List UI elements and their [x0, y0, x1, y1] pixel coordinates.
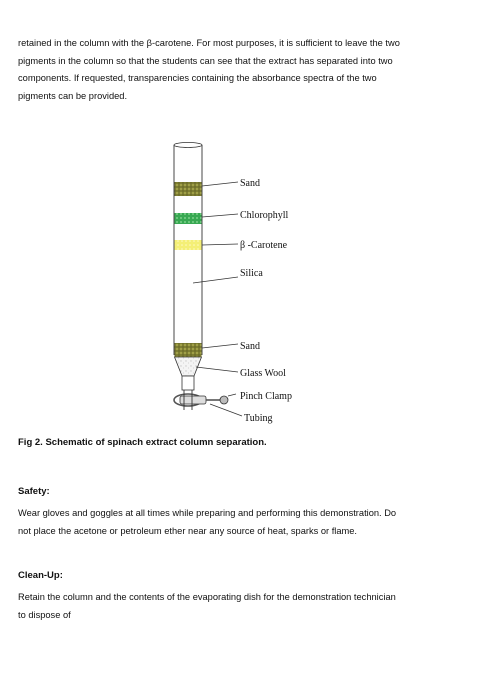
glass-wool [175, 357, 202, 376]
intro-line: retained in the column with the β-carotene. For most purposes, it is sufficient to leave the two [18, 38, 400, 48]
cleanup-paragraph [18, 589, 480, 624]
carotene-band [175, 240, 202, 250]
column-tip [182, 376, 194, 390]
pinch-clamp-graphic [174, 394, 228, 406]
label-silica: Silica [240, 268, 263, 279]
cleanup-line: Retain the column and the contents of the evaporating dish for the demonstration technician [18, 592, 396, 602]
safety-heading: Safety: [18, 486, 50, 497]
sand-top-layer [175, 182, 202, 196]
chlorophyll-band [175, 213, 202, 224]
intro-line: pigments can be provided. [18, 90, 128, 101]
label-sand-top: Sand [240, 178, 260, 189]
cleanup-heading: Clean-Up: [18, 570, 63, 581]
label-tubing: Tubing [244, 413, 273, 424]
figure-caption: Fig 2. Schematic of spinach extract column separation. [18, 437, 267, 448]
label-carotene: β -Carotene [240, 240, 288, 251]
safety-line: Wear gloves and goggles at all times while preparing and performing this demonstration. Do [18, 508, 397, 518]
safety-line: not place the acetone or petroleum ether near any source of heat, sparks or flame. [18, 525, 358, 536]
label-sand-bottom: Sand [240, 341, 260, 352]
intro-paragraph [18, 35, 480, 105]
safety-paragraph [18, 505, 480, 540]
cleanup-line: to dispose of [18, 609, 71, 620]
intro-line: components. If requested, transparencies containing the absorbance spectra of the two [18, 73, 377, 83]
intro-line: pigments in the column so that the students can see that the extract has separated into two [18, 55, 393, 66]
sand-bottom-layer [175, 343, 202, 357]
label-glass-wool: Glass Wool [240, 368, 286, 379]
column-schematic [160, 140, 360, 430]
label-pinch-clamp: Pinch Clamp [240, 391, 292, 402]
label-chlorophyll: Chlorophyll [240, 210, 289, 221]
